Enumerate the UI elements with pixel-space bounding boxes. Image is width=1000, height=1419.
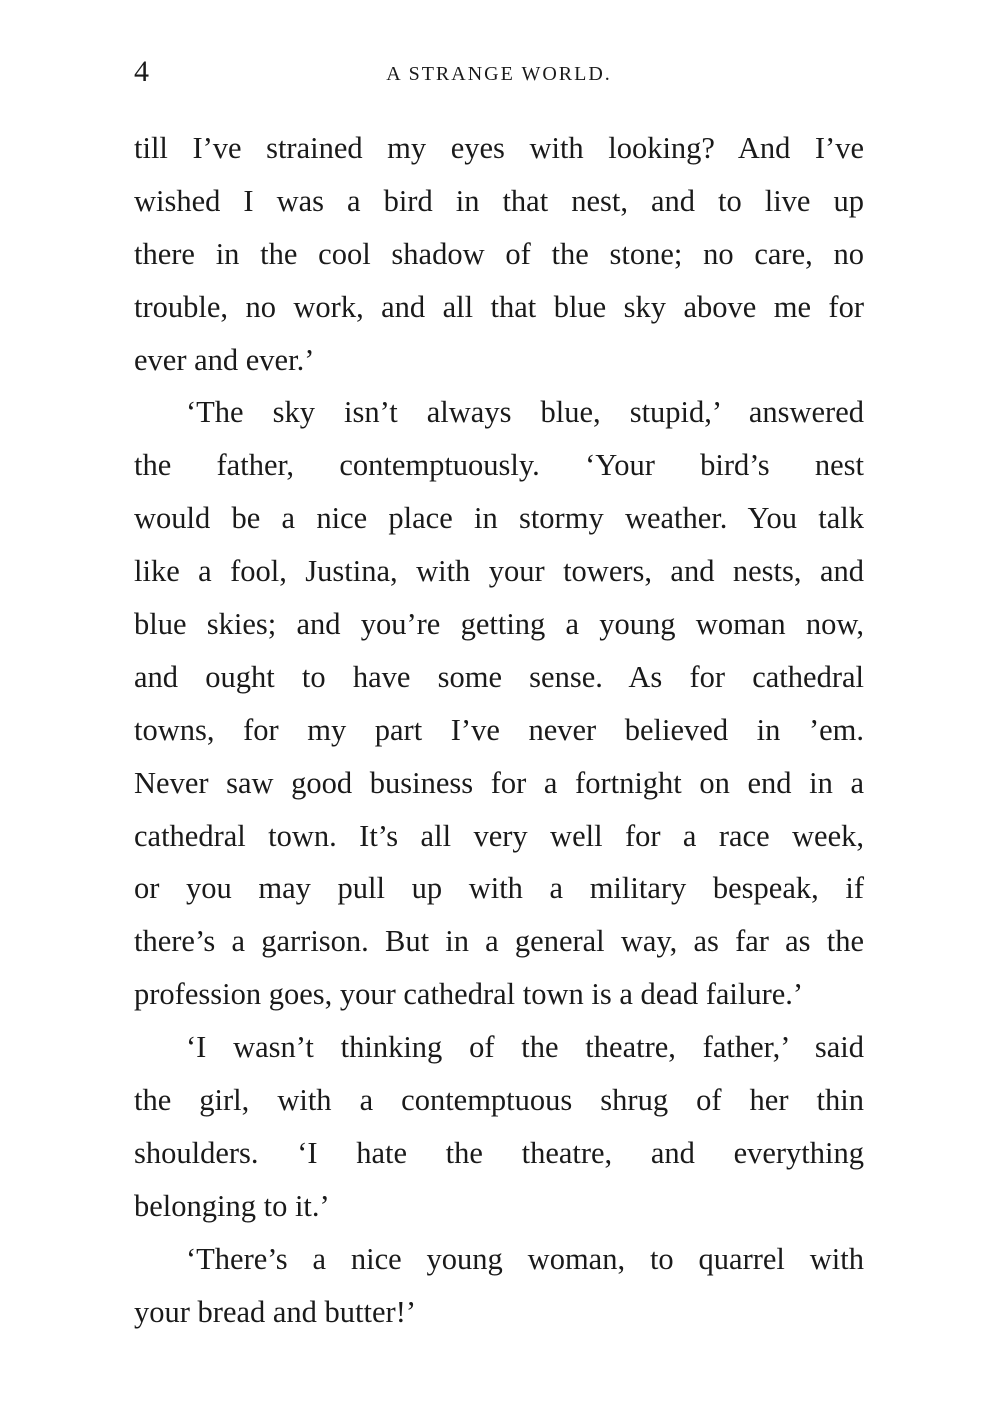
text-line: ‘I wasn’t thinking of the theatre, father,’ said [186,1030,864,1065]
text-line: cathedral town. It’s all very well for a race week, [134,818,864,853]
text-line: Never saw good business for a fortnight on end in a [134,765,864,800]
text-line: ever and ever.’ [134,342,315,377]
text-line: shoulders. ‘I hate the theatre, and everything [134,1135,864,1170]
text-line: there in the cool shadow of the stone; no care, no [134,236,864,271]
page-header [134,52,864,92]
text-line: towns, for my part I’ve never believed in ’em. [134,712,864,747]
text-line: like a fool, Justina, with your towers, and nests, and [134,554,864,589]
text-line: till I’ve strained my eyes with looking? And I’ve [134,131,864,165]
text-line: would be a nice place in stormy weather. You talk [134,501,864,536]
text-line: or you may pull up with a military bespeak, if [134,871,864,906]
text-line: belonging to it.’ [134,1188,330,1223]
running-title: A STRANGE WORLD. [386,63,612,85]
text-line: ‘There’s a nice young woman, to quarrel with [186,1241,864,1276]
text-line: wished I was a bird in that nest, and to live up [134,183,864,218]
page-number: 4 [134,55,149,88]
text-line: the father, contemptuously. ‘Your bird’s nest [134,448,864,483]
body-text [134,122,864,1338]
text-line: your bread and butter!’ [134,1294,417,1329]
text-line: profession goes, your cathedral town is a dead failure.’ [134,977,804,1012]
text-line: ‘The sky isn’t always blue, stupid,’ answered [186,395,864,430]
text-line: blue skies; and you’re getting a young woman now, [134,607,864,642]
text-line: the girl, with a contemptuous shrug of her thin [134,1083,864,1118]
text-line: and ought to have some sense. As for cathedral [134,659,864,694]
text-line: there’s a garrison. But in a general way, as far as the [134,924,864,959]
text-line: trouble, no work, and all that blue sky above me for [134,289,864,324]
